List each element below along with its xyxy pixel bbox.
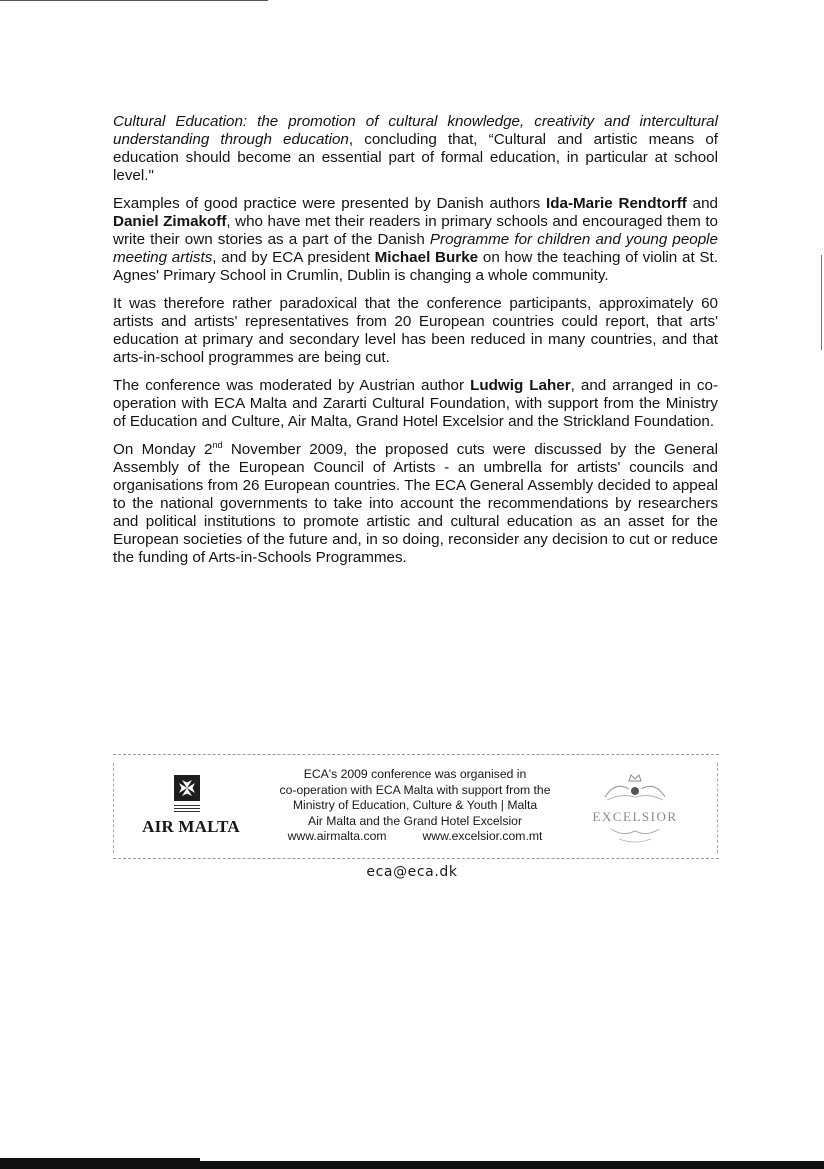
scan-edge-right [821, 255, 822, 350]
paragraph-2 [113, 195, 718, 285]
paragraph-5-text-b: November 2009, the proposed cuts were discussed by the General Assembly of the European Council of Artists - an umbrella for artists' councils and organisations from 26 European countries. The ECA General Assembly decided to appeal to the national governments to take into account the recommendations by researchers and political institutions to promote artistic and cultural education as an asset for the European societies of the future and, in so doing, reconsider any decision to cut or reduce the funding of Arts-in-Schools Programmes. [113, 441, 718, 566]
air-malta-logo [137, 775, 245, 839]
italic-theme: Cultural Education: the promotion of cultural knowledge, creativity and intercultural understanding through education [113, 113, 718, 148]
excelsior-wordmark: EXCELSIOR [592, 809, 678, 824]
programme-title: Programme for children and young people meeting artists [113, 231, 718, 266]
name-daniel-zimakoff: Daniel Zimakoff [113, 213, 227, 230]
url-excelsior[interactable]: www.excelsior.com.mt [422, 829, 543, 844]
logo-rules [174, 805, 200, 814]
banner-text [263, 767, 567, 845]
excelsior-crest-icon [585, 767, 685, 847]
paragraph-3 [113, 295, 718, 367]
scan-edge-bottom [0, 1161, 824, 1169]
banner-line-3: Ministry of Education, Culture & Youth | Malta [292, 798, 538, 813]
paragraph-3-text: It was therefore rather paradoxical that the conference participants, approximately 60 artists and artists' representatives from 20 European countries could report, that arts' education at primary and secondary level has been reduced in many countries, and that arts-in-school programmes are being cut. [113, 295, 718, 366]
paragraph-1-text: , concluding that, “Cultural and artistic means of education should become an essential part of formal education, in particular at school level." [113, 131, 718, 184]
maltese-cross-icon [174, 775, 200, 801]
air-malta-wordmark: AIR MALTA [142, 817, 240, 836]
paragraph-4 [113, 377, 718, 431]
banner-line-2: co-operation with ECA Malta with support from the [279, 782, 551, 797]
paragraph-1 [113, 113, 718, 185]
body-text [113, 113, 718, 577]
ordinal-suffix: nd [212, 440, 223, 450]
name-michael-burke: Michael Burke [374, 249, 479, 266]
scan-edge-top [0, 0, 268, 1]
excelsior-logo [585, 767, 685, 847]
url-airmalta[interactable]: www.airmalta.com [287, 829, 387, 844]
name-ida-marie-rendtorff: Ida-Marie Rendtorff [546, 195, 687, 212]
paragraph-5 [113, 441, 718, 567]
paragraph-2-text-d: , and by ECA president [212, 249, 375, 266]
banner-line-4: Air Malta and the Grand Hotel Excelsior [307, 813, 523, 828]
paragraph-2-text-c: , who have met their readers in primary schools and encouraged them to write their own stories as a part of the Danish [113, 213, 718, 248]
paragraph-2-text-b: and [686, 195, 718, 212]
sponsor-banner [113, 754, 719, 859]
paragraph-2-text-a: Examples of good practice were presented by Danish authors [113, 195, 547, 212]
paragraph-5-text-a: On Monday 2 [113, 441, 213, 458]
paragraph-4-text-a: The conference was moderated by Austrian author [113, 377, 471, 394]
paragraph-4-text-b: , and arranged in co-operation with ECA Malta and Zararti Cultural Foundation, with support from the Ministry of Education and Culture, Air Malta, Grand Hotel Excelsior and the Strickland Foundation. [113, 377, 718, 430]
banner-urls [263, 829, 567, 845]
banner-line-1: ECA's 2009 conference was organised in [303, 767, 527, 781]
paragraph-2-text-e: on how the teaching of violin at St. Agnes' Primary School in Crumlin, Dublin is changing a whole community. [113, 249, 718, 284]
banner-edge-left [113, 763, 115, 853]
contact-email[interactable]: eca@eca.dk [366, 864, 458, 880]
name-ludwig-laher: Ludwig Laher [470, 377, 571, 394]
banner-edge-right [717, 763, 719, 853]
